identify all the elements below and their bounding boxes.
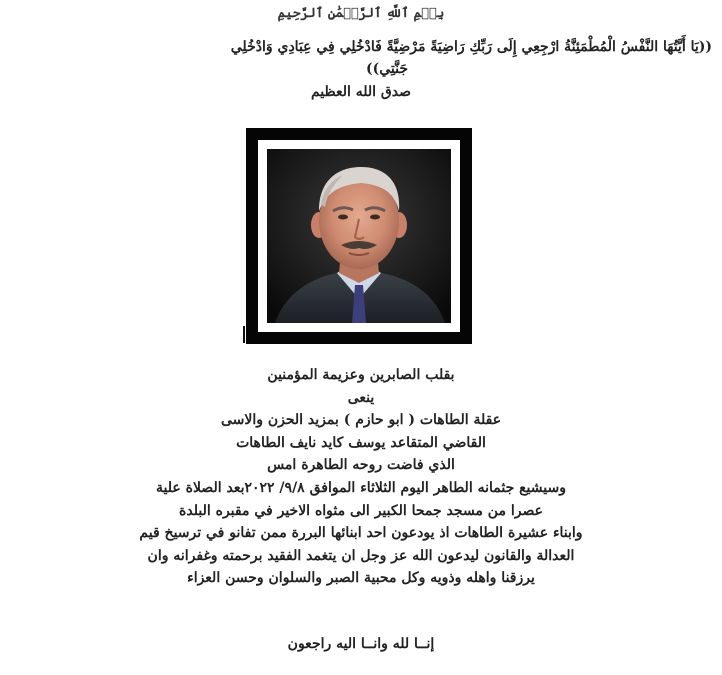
body-line: عقلة الطاهات ( ابو حازم ) بمزيد الحزن والاسى [220, 412, 502, 429]
body-line: وابناء عشيرة الطاهات اذ يودعون احد ابنائها البررة ممن تفانو في ترسيخ قيم [139, 525, 583, 542]
closing-phrase: إنــا لله وانــا اليه راجعون [287, 636, 435, 652]
body-line: القاضي المتقاعد يوسف كايد نايف الطاهات [236, 434, 486, 451]
basmala-heading: بِسۡمِ ٱللَّهِ ٱلرَّحۡمَٰنِ ٱلرَّحِيمِ [277, 6, 445, 21]
verse-closing: صدق الله العظيم [310, 84, 412, 100]
verse-line-1: ((يَا أَيَّتُهَا النَّفْسُ الْمُطْمَئِنَّةُ ارْجِعِي إِلَى رَبِّكِ رَاضِيَةً مَرْضِيَّةً فَادْخُلِي فِي عِبَادِي وَادْخُلِي [230, 39, 712, 55]
portrait-photo [267, 149, 451, 323]
body-line: يرزقنا واهله وذويه وكل محبية الصبر والسلوان وحسن العزاء [187, 570, 535, 587]
portrait-frame [246, 128, 472, 344]
body-line: بقلب الصابرين وعزيمة المؤمنين [267, 367, 455, 383]
body-line: ينعى [347, 389, 375, 406]
body-line: عصرا من مسجد جمحا الكبير الى مثواه الاخير في مقبره البلدة [179, 502, 543, 519]
text-cursor-mark [243, 326, 245, 343]
body-line: العدالة والقانون ليدعون الله عز وجل ان يتغمد الفقيد برحمته وغفرانه وان [147, 547, 575, 564]
obituary-body [0, 364, 722, 590]
verse-line-2: جَنَّتِي)) [365, 61, 409, 77]
body-line: الذي فاضت روحه الطاهرة امس [267, 457, 455, 474]
body-line: وسيشيع جثمانه الطاهر اليوم الثلاثاء الموافق ٩/٨/ ٢٠٢٢بعد الصلاة علية [156, 479, 566, 496]
quran-verse [6, 36, 712, 80]
portrait-inner-border [258, 140, 460, 332]
portrait-image [267, 149, 451, 323]
